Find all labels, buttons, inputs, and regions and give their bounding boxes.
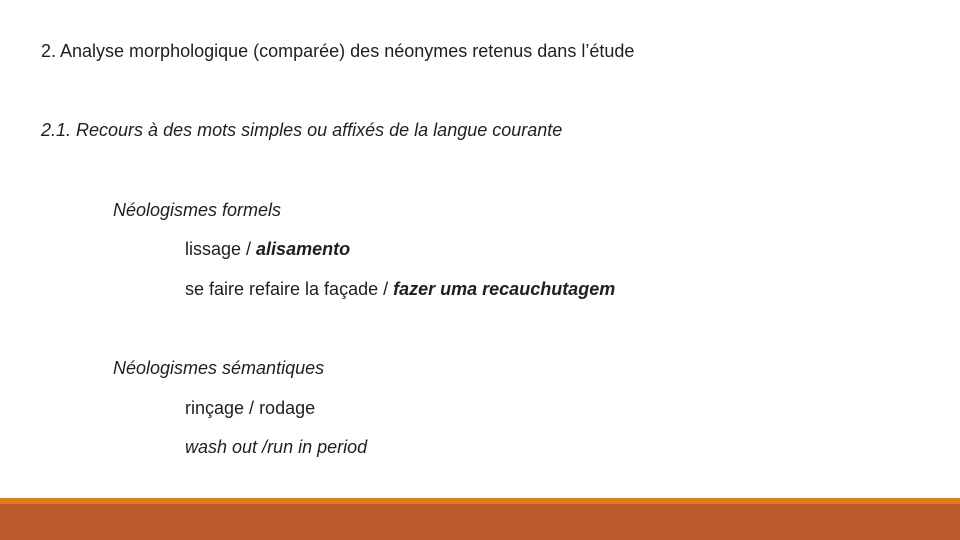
separator: / <box>257 437 268 457</box>
french-term: lissage <box>185 239 242 259</box>
separator: / <box>378 279 394 299</box>
portuguese-term: fazer uma recauchutagem <box>393 279 616 299</box>
footer-bar <box>0 504 960 540</box>
separator: / <box>244 398 260 418</box>
french-term: se faire refaire la façade <box>185 279 379 299</box>
english-term: wash out <box>185 437 258 457</box>
list-item <box>185 397 315 419</box>
french-term: rinçage <box>185 398 245 418</box>
english-term: run in period <box>267 437 368 457</box>
portuguese-term: alisamento <box>256 239 351 259</box>
list-item <box>185 278 615 300</box>
list-item <box>185 238 350 260</box>
list-item <box>185 436 367 458</box>
portuguese-term: rodage <box>259 398 316 418</box>
group-title-formels: Néologismes formels <box>113 200 282 220</box>
slide-heading: 2. Analyse morphologique (comparée) des néonymes retenus dans l’étude <box>41 41 635 61</box>
separator: / <box>241 239 257 259</box>
slide-subheading: 2.1. Recours à des mots simples ou affixés de la langue courante <box>41 120 563 140</box>
group-title-semantiques: Néologismes sémantiques <box>113 358 325 378</box>
